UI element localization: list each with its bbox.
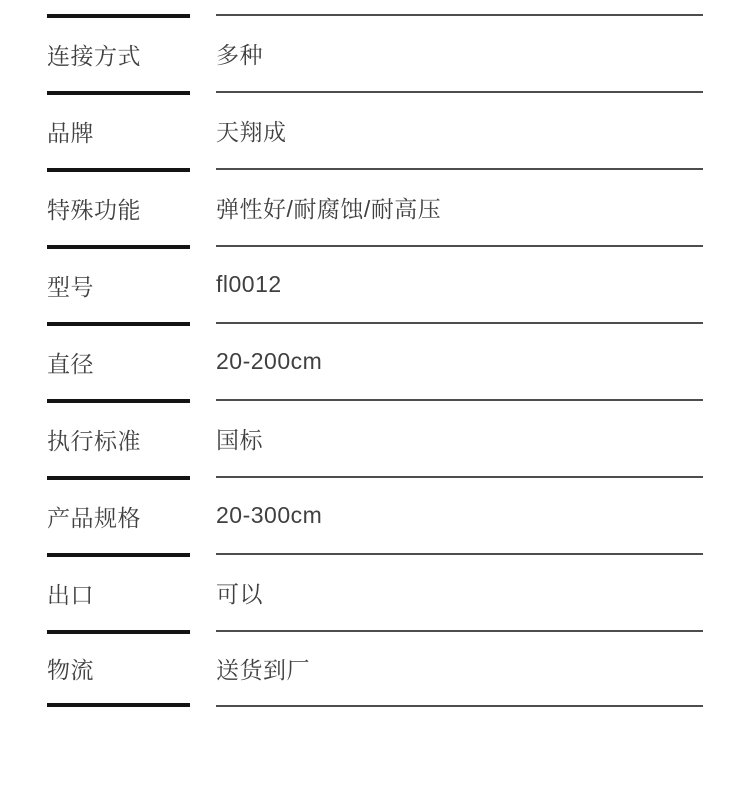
spec-label: 特殊功能 xyxy=(47,168,190,245)
spec-value: 可以 xyxy=(216,553,703,630)
spec-row xyxy=(0,399,750,476)
spec-label: 连接方式 xyxy=(47,14,190,91)
spec-row xyxy=(0,245,750,322)
spec-row xyxy=(0,322,750,399)
spec-label: 产品规格 xyxy=(47,476,190,553)
spec-row xyxy=(0,553,750,630)
spec-label: 执行标准 xyxy=(47,399,190,476)
spec-label: 物流 xyxy=(47,630,190,707)
spec-label: 直径 xyxy=(47,322,190,399)
spec-value: 20-200cm xyxy=(216,322,703,399)
spec-label: 出口 xyxy=(47,553,190,630)
spec-label: 品牌 xyxy=(47,91,190,168)
spec-row xyxy=(0,168,750,245)
spec-value: 多种 xyxy=(216,14,703,91)
spec-row xyxy=(0,476,750,553)
spec-value: 20-300cm xyxy=(216,476,703,553)
spec-row xyxy=(0,14,750,91)
spec-value: fl0012 xyxy=(216,245,703,322)
spec-label: 型号 xyxy=(47,245,190,322)
spec-value: 送货到厂 xyxy=(216,630,703,707)
spec-value: 天翔成 xyxy=(216,91,703,168)
spec-row xyxy=(0,91,750,168)
spec-value: 国标 xyxy=(216,399,703,476)
spec-row xyxy=(0,630,750,707)
spec-value: 弹性好/耐腐蚀/耐高压 xyxy=(216,168,703,245)
